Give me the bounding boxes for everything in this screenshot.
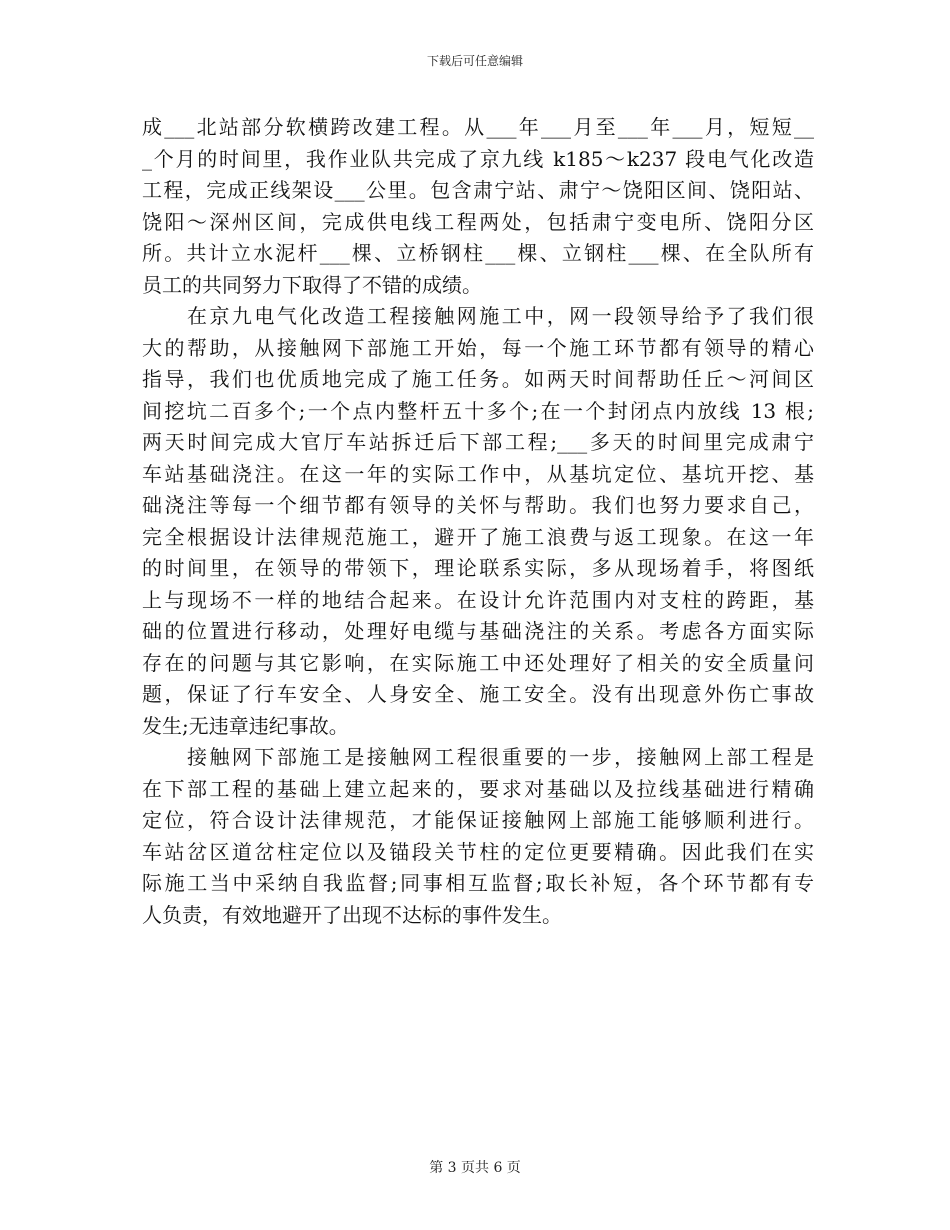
text-line: 发生;无违章违纪事故。	[142, 713, 349, 738]
text-line: 两天时间完成大官厅车站拆迁后下部工程;___多天的时间里完成肃宁	[142, 430, 814, 454]
text-line: 成___北站部分软横跨改建工程。从___年___月至___年___月，短短__	[142, 115, 814, 139]
text-line: 车站岔区道岔柱定位以及锚段关节柱的定位更要精确。因此我们在实	[142, 839, 814, 864]
text-line: 础的位置进行移动，处理好电缆与基础浇注的关系。考虑各方面实际	[142, 619, 814, 643]
text-line: 指导，我们也优质地完成了施工任务。如两天时间帮助任丘～河间区	[142, 367, 814, 391]
text-line: 上与现场不一样的地结合起来。在设计允许范围内对支柱的跨距，基	[142, 587, 814, 612]
text-line: 人负责，有效地避开了出现不达标的事件发生。	[142, 902, 562, 927]
text-line: 际施工当中采纳自我监督;同事相互监督;取长补短，各个环节都有专	[142, 871, 814, 895]
text-line: 在下部工程的基础上建立起来的，要求对基础以及拉线基础进行精确	[142, 776, 814, 801]
text-line: _个月的时间里，我作业队共完成了京九线 k185～k237 段电气化改造	[142, 146, 814, 171]
text-line: 存在的问题与其它影响，在实际施工中还处理好了相关的安全质量问	[142, 650, 814, 675]
text-line: 工程，完成正线架设___公里。包含肃宁站、肃宁～饶阳区间、饶阳站、	[142, 178, 814, 202]
text-line: 员工的共同努力下取得了不错的成绩。	[142, 272, 482, 297]
paragraph-3	[142, 742, 814, 931]
text-line: 饶阳～深州区间，完成供电线工程两处，包括肃宁变电所、饶阳分区	[142, 209, 814, 234]
paragraph-2	[142, 301, 814, 742]
text-line: 在京九电气化改造工程接触网施工中，网一段领导给予了我们很	[142, 304, 814, 328]
text-line: 间挖坑二百多个;一个点内整杆五十多个;在一个封闭点内放线 13 根;	[142, 398, 814, 423]
text-line: 接触网下部施工是接触网工程很重要的一步，接触网上部工程是	[142, 745, 814, 769]
text-line: 定位，符合设计法律规范，才能保证接触网上部施工能够顺利进行。	[142, 808, 814, 832]
document-body	[142, 112, 814, 931]
page-number: 第 3 页共 6 页	[429, 1160, 521, 1176]
text-line: 础浇注等每一个细节都有领导的关怀与帮助。我们也努力要求自己，	[142, 493, 814, 517]
text-line: 题，保证了行车安全、人身安全、施工安全。没有出现意外伤亡事故	[142, 682, 814, 706]
page-header: 下载后可任意编辑	[426, 54, 523, 68]
text-line: 的时间里，在领导的带领下，理论联系实际，多从现场着手，将图纸	[142, 556, 814, 580]
text-line: 完全根据设计法律规范施工，避开了施工浪费与返工现象。在这一年	[142, 524, 814, 549]
paragraph-1	[142, 112, 814, 301]
text-line: 所。共计立水泥杆___棵、立桥钢柱___棵、立钢柱___棵、在全队所有	[142, 241, 814, 265]
text-line: 车站基础浇注。在这一年的实际工作中，从基坑定位、基坑开挖、基	[142, 461, 814, 486]
text-line: 大的帮助，从接触网下部施工开始，每一个施工环节都有领导的精心	[142, 335, 814, 360]
